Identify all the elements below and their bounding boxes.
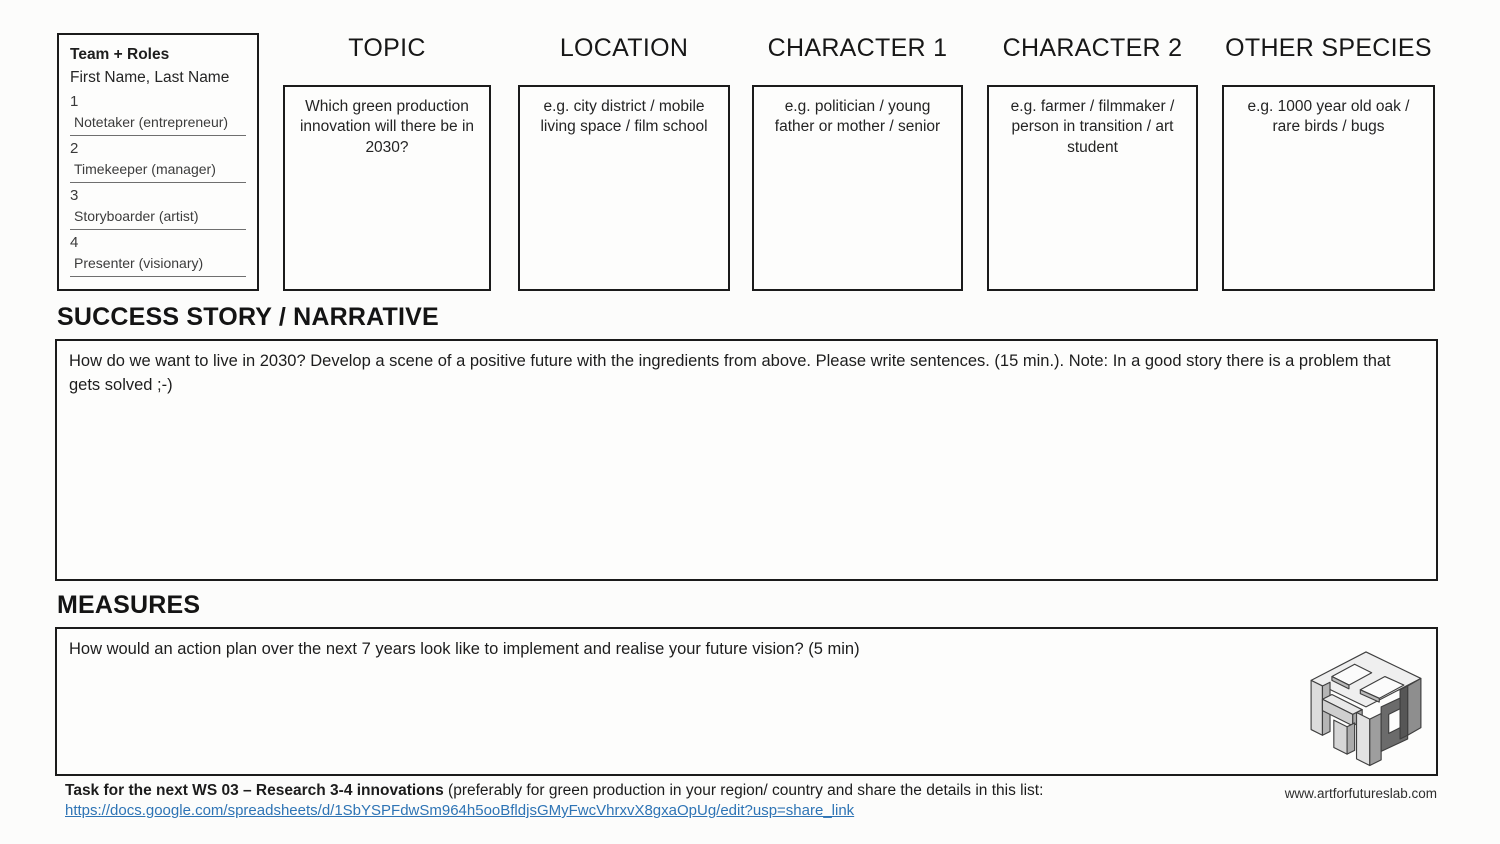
- character-1-box: [752, 85, 963, 291]
- role-number: 2: [70, 140, 79, 157]
- other-species-hint: e.g. 1000 year old oak / rare birds / bugs: [1247, 98, 1410, 136]
- topic-box: [283, 85, 491, 291]
- success-story-heading: SUCCESS STORY / NARRATIVE: [57, 303, 439, 331]
- role-label: Notetaker (entrepreneur): [70, 112, 246, 136]
- column-header-location: LOCATION: [559, 34, 689, 62]
- measures-box: [55, 627, 1438, 776]
- column-header-topic: TOPIC: [348, 34, 426, 62]
- character-2-hint: e.g. farmer / filmmaker / person in transition / art student: [1010, 98, 1175, 156]
- next-task-detail: (preferably for green production in your region/ country and share the details in this list:: [443, 782, 1044, 799]
- role-number: 3: [70, 187, 79, 204]
- topic-hint: Which green production innovation will there be in 2030?: [299, 98, 475, 156]
- character-2-box: [987, 85, 1198, 291]
- measures-prompt: How would an action plan over the next 7 years look like to implement and realise your future vision? (5 min): [69, 640, 860, 658]
- art-for-futures-lab-cube-logo-icon: [1296, 633, 1436, 775]
- column-header-character-1: CHARACTER 1: [767, 34, 948, 62]
- next-task-note: [65, 780, 1075, 802]
- location-hint: e.g. city district / mobile living space / film school: [540, 98, 708, 136]
- spreadsheet-link-row: [65, 802, 854, 820]
- location-box: [518, 85, 730, 291]
- role-label: Timekeeper (manager): [70, 159, 246, 183]
- spreadsheet-link[interactable]: https://docs.google.com/spreadsheets/d/1SbYSPFdwSm964h5ooBfldjsGMyFwcVhrxvX8gxaOpUg/edit?usp=share_link: [65, 802, 855, 819]
- other-species-box: [1222, 85, 1435, 291]
- column-header-other-species: OTHER SPECIES: [1225, 34, 1432, 62]
- role-number: 1: [70, 93, 79, 110]
- role-label: Storyboarder (artist): [70, 206, 246, 230]
- success-story-prompt: How do we want to live in 2030? Develop a scene of a positive future with the ingredients from above. Please write sentences. (15 min.). Note: In a good story there is a problem that gets solved ;-): [69, 352, 1391, 394]
- team-roles-title: Team + Roles: [70, 46, 170, 63]
- next-task-title: Task for the next WS 03 – Research 3-4 innovations: [65, 782, 444, 799]
- website-label: www.artforfutureslab.com: [1284, 786, 1437, 801]
- measures-heading: MEASURES: [57, 591, 201, 619]
- column-header-character-2: CHARACTER 2: [1002, 34, 1183, 62]
- success-story-box: [55, 339, 1438, 581]
- character-1-hint: e.g. politician / young father or mother / senior: [774, 98, 941, 136]
- role-number: 4: [70, 234, 79, 251]
- role-label: Presenter (visionary): [70, 253, 246, 277]
- team-roles-box: [57, 33, 259, 291]
- team-roles-subtitle: First Name, Last Name: [70, 69, 230, 86]
